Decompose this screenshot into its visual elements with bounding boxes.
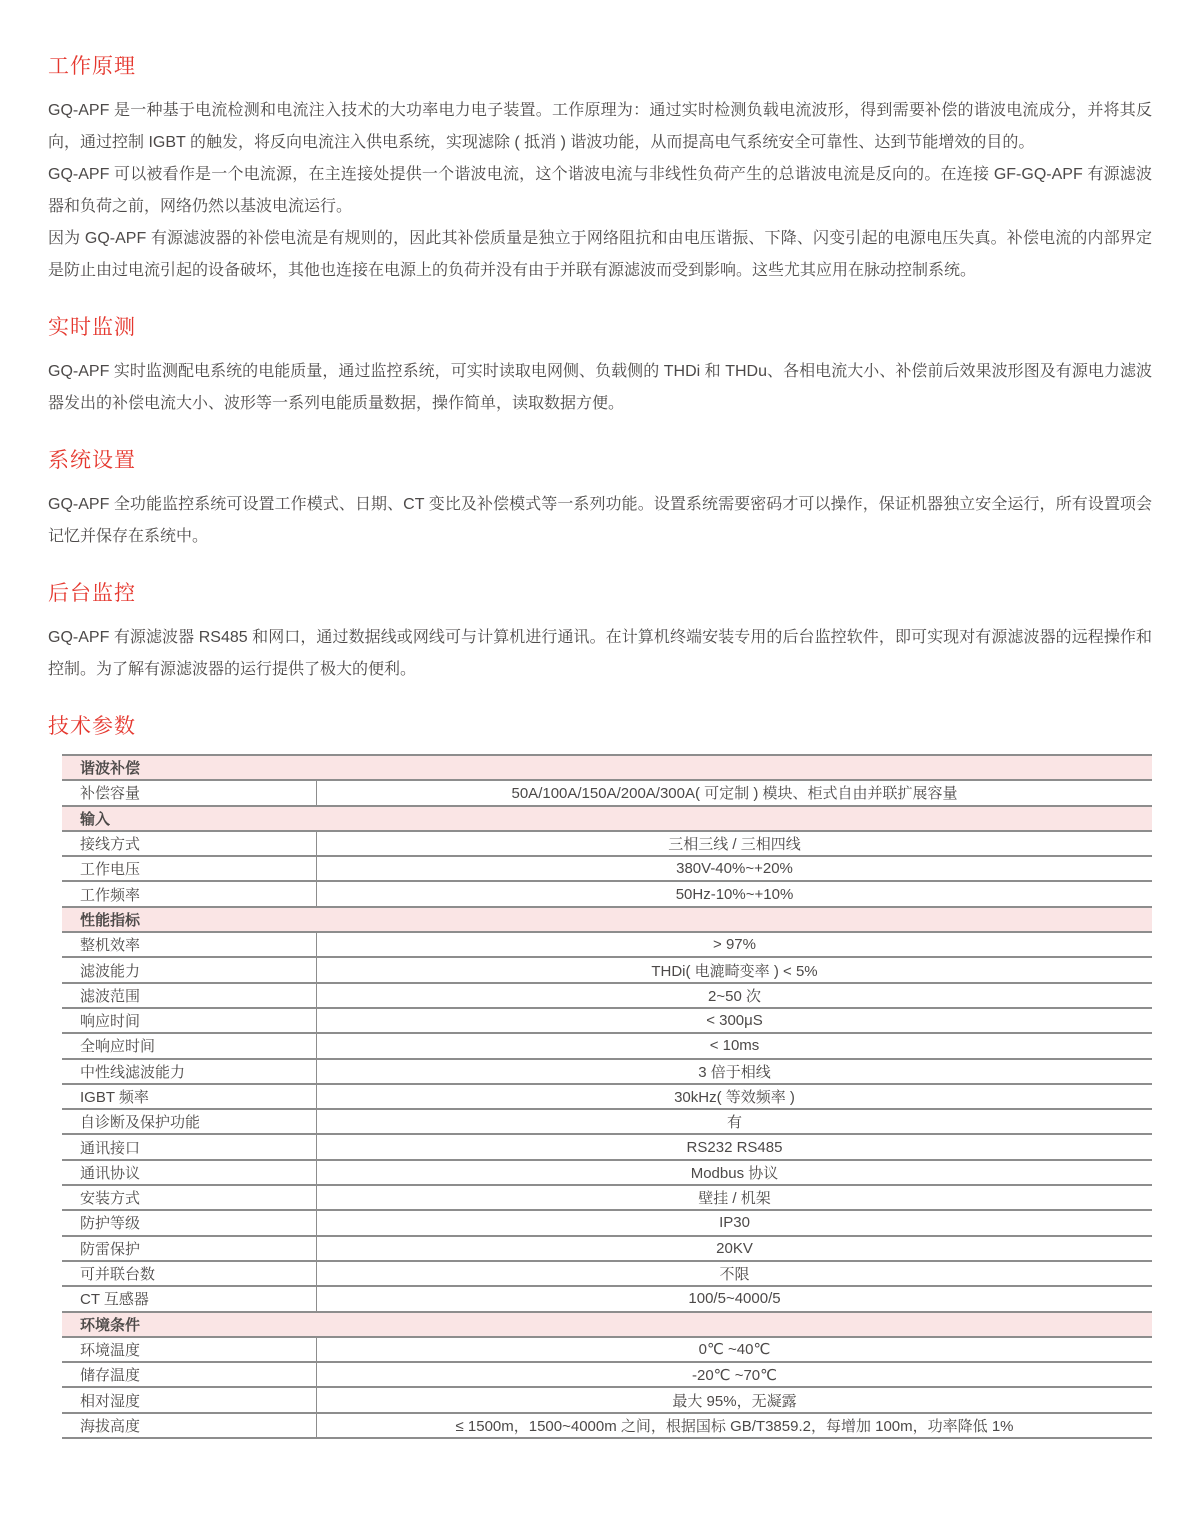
table-row <box>62 1184 1152 1209</box>
table-row-label: 接线方式 <box>80 836 141 854</box>
table-row <box>62 1133 1152 1158</box>
paragraph: GQ-APF 全功能监控系统可设置工作模式、日期、CT 变比及补偿模式等一系列功能。设置系统需要密码才可以操作，保证机器独立安全运行，所有设置项会记忆并保存在系统中。 <box>48 496 1152 545</box>
table-row <box>62 1159 1152 1184</box>
table-row-label: 工作频率 <box>80 886 141 904</box>
table-row-label: 中性线滤波能力 <box>80 1063 186 1081</box>
table-row-value: 2~50 次 <box>316 984 1152 1007</box>
section-后台监控 <box>48 579 1152 686</box>
table-row-label: 海拔高度 <box>80 1417 141 1435</box>
table-row <box>62 1209 1152 1234</box>
table-section-row <box>62 754 1152 779</box>
table-row-label: 储存温度 <box>80 1367 141 1385</box>
table-row <box>62 1336 1152 1361</box>
table-row-value: 30kHz( 等效频率 ) <box>316 1085 1152 1108</box>
paragraph: GQ-APF 有源滤波器 RS485 和网口，通过数据线或网线可与计算机进行通讯。在计算机终端安装专用的后台监控软件，即可实现对有源滤波器的远程操作和控制。为了解有源滤波器的运行提供了极大的便利。 <box>48 629 1152 678</box>
table-row-value: 20KV <box>316 1237 1152 1260</box>
table-row-label: 环境温度 <box>80 1341 141 1359</box>
table-row <box>62 1083 1152 1108</box>
table-row-label: 滤波能力 <box>80 962 141 980</box>
section-paragraphs <box>48 95 1152 287</box>
table-row-value: 380V-40%~+20% <box>316 857 1152 880</box>
table-section-row <box>62 1311 1152 1336</box>
table-section-label: 性能指标 <box>80 911 141 929</box>
document <box>0 52 1200 1439</box>
table-row-label: 整机效率 <box>80 937 141 955</box>
table-row-value: 壁挂 / 机架 <box>316 1186 1152 1209</box>
table-row <box>62 1108 1152 1133</box>
table-row <box>62 1412 1152 1439</box>
table-row-label: 全响应时间 <box>80 1038 156 1056</box>
table-row-value: 有 <box>316 1110 1152 1133</box>
table-row <box>62 1361 1152 1386</box>
table-row <box>62 1260 1152 1285</box>
table-row <box>62 779 1152 804</box>
table-section-label: 谐波补偿 <box>80 760 141 778</box>
table-row-value: < 300μS <box>316 1009 1152 1032</box>
table-row-label: 相对湿度 <box>80 1392 141 1410</box>
table-row-value: 最大 95%，无凝露 <box>316 1388 1152 1411</box>
section-heading: 后台监控 <box>48 582 136 605</box>
table-row <box>62 1235 1152 1260</box>
table-row-value: 100/5~4000/5 <box>316 1287 1152 1310</box>
paragraph: 因为 GQ-APF 有源滤波器的补偿电流是有规则的，因此其补偿质量是独立于网络阻抗和由电压谐振、下降、闪变引起的电源电压失真。补偿电流的内部界定是防止由过电流引起的设备破坏，其他也连接在电源上的负荷并没有由于并联有源滤波而受到影响。这些尤其应用在脉动控制系统。 <box>48 230 1152 279</box>
table-row <box>62 1386 1152 1411</box>
table-row-label: 可并联台数 <box>80 1266 156 1284</box>
section-heading: 技术参数 <box>48 715 136 738</box>
table-row <box>62 931 1152 956</box>
section-paragraphs <box>48 622 1152 686</box>
paragraph: GQ-APF 是一种基于电流检测和电流注入技术的大功率电力电子装置。工作原理为：通过实时检测负载电流波形，得到需要补偿的谐波电流成分，并将其反向，通过控制 IGBT 的触发，将反向电流注入供电系统，实现滤除 ( 抵消 ) 谐波功能，从而提高电气系统安全可靠性、达到节能增效的目的。 <box>48 102 1152 151</box>
section-技术参数 <box>48 712 1152 742</box>
section-paragraphs <box>48 489 1152 553</box>
section-工作原理 <box>48 52 1152 287</box>
table-row <box>62 880 1152 905</box>
section-实时监测 <box>48 313 1152 420</box>
table-row-label: 通讯接口 <box>80 1139 141 1157</box>
table-row-label: CT 互感器 <box>80 1291 149 1309</box>
table-row <box>62 830 1152 855</box>
table-row-label: 滤波范围 <box>80 987 141 1005</box>
table-row-label: 补偿容量 <box>80 785 141 803</box>
table-row-value: 三相三线 / 三相四线 <box>316 832 1152 855</box>
table-row-value: ≤ 1500m，1500~4000m 之间，根据国标 GB/T3859.2，每增加 100m，功率降低 1% <box>316 1414 1152 1437</box>
table-row <box>62 1058 1152 1083</box>
table-row <box>62 1007 1152 1032</box>
table-row-value: Modbus 协议 <box>316 1161 1152 1184</box>
table-row-value: 3 倍于相线 <box>316 1060 1152 1083</box>
table-row-value: THDi( 电漉畸变率 ) < 5% <box>316 958 1152 981</box>
table-row-value: -20℃ ~70℃ <box>316 1363 1152 1386</box>
table-section-row <box>62 805 1152 830</box>
table-row-value: IP30 <box>316 1211 1152 1234</box>
table-row-label: 通讯协议 <box>80 1164 141 1182</box>
section-paragraphs <box>48 356 1152 420</box>
table-row-label: IGBT 频率 <box>80 1089 149 1106</box>
table-row-value: 不限 <box>316 1262 1152 1285</box>
section-系统设置 <box>48 446 1152 553</box>
table-row-value: 50Hz-10%~+10% <box>316 882 1152 905</box>
table-row-value: 0℃ ~40℃ <box>316 1338 1152 1361</box>
table-row-label: 安装方式 <box>80 1190 141 1208</box>
section-heading: 系统设置 <box>48 449 136 472</box>
table-row <box>62 956 1152 981</box>
table-row-label: 响应时间 <box>80 1013 141 1031</box>
table-row-value: 50A/100A/150A/200A/300A( 可定制 ) 模块、柜式自由并联扩展容量 <box>316 781 1152 804</box>
table-row-label: 防护等级 <box>80 1215 141 1233</box>
table-section-label: 输入 <box>80 810 111 828</box>
table-row-label: 工作电压 <box>80 861 141 879</box>
paragraph: GQ-APF 可以被看作是一个电流源，在主连接处提供一个谐波电流，这个谐波电流与非线性负荷产生的总谐波电流是反向的。在连接 GF-GQ-APF 有源滤波器和负荷之前，网络仍然以基波电流运行。 <box>48 166 1152 215</box>
table-section-label: 环境条件 <box>80 1316 141 1334</box>
section-heading: 工作原理 <box>48 55 136 78</box>
table-section-row <box>62 906 1152 931</box>
table-row <box>62 982 1152 1007</box>
paragraph: GQ-APF 实时监测配电系统的电能质量，通过监控系统，可实时读取电网侧、负载侧的 THDi 和 THDu、各相电流大小、补偿前后效果波形图及有源电力滤波器发出的补偿电流大小、波形等一系列电能质量数据，操作简单，读取数据方便。 <box>48 363 1152 412</box>
section-heading: 实时监测 <box>48 316 136 339</box>
table-row-value: > 97% <box>316 933 1152 956</box>
table-row <box>62 855 1152 880</box>
table-row-label: 防雷保护 <box>80 1240 141 1258</box>
spec-table <box>62 754 1152 1439</box>
table-row-value: < 10ms <box>316 1034 1152 1057</box>
table-row <box>62 1032 1152 1057</box>
table-row-value: RS232 RS485 <box>316 1135 1152 1158</box>
table-row-label: 自诊断及保护功能 <box>80 1114 201 1132</box>
table-row <box>62 1285 1152 1310</box>
